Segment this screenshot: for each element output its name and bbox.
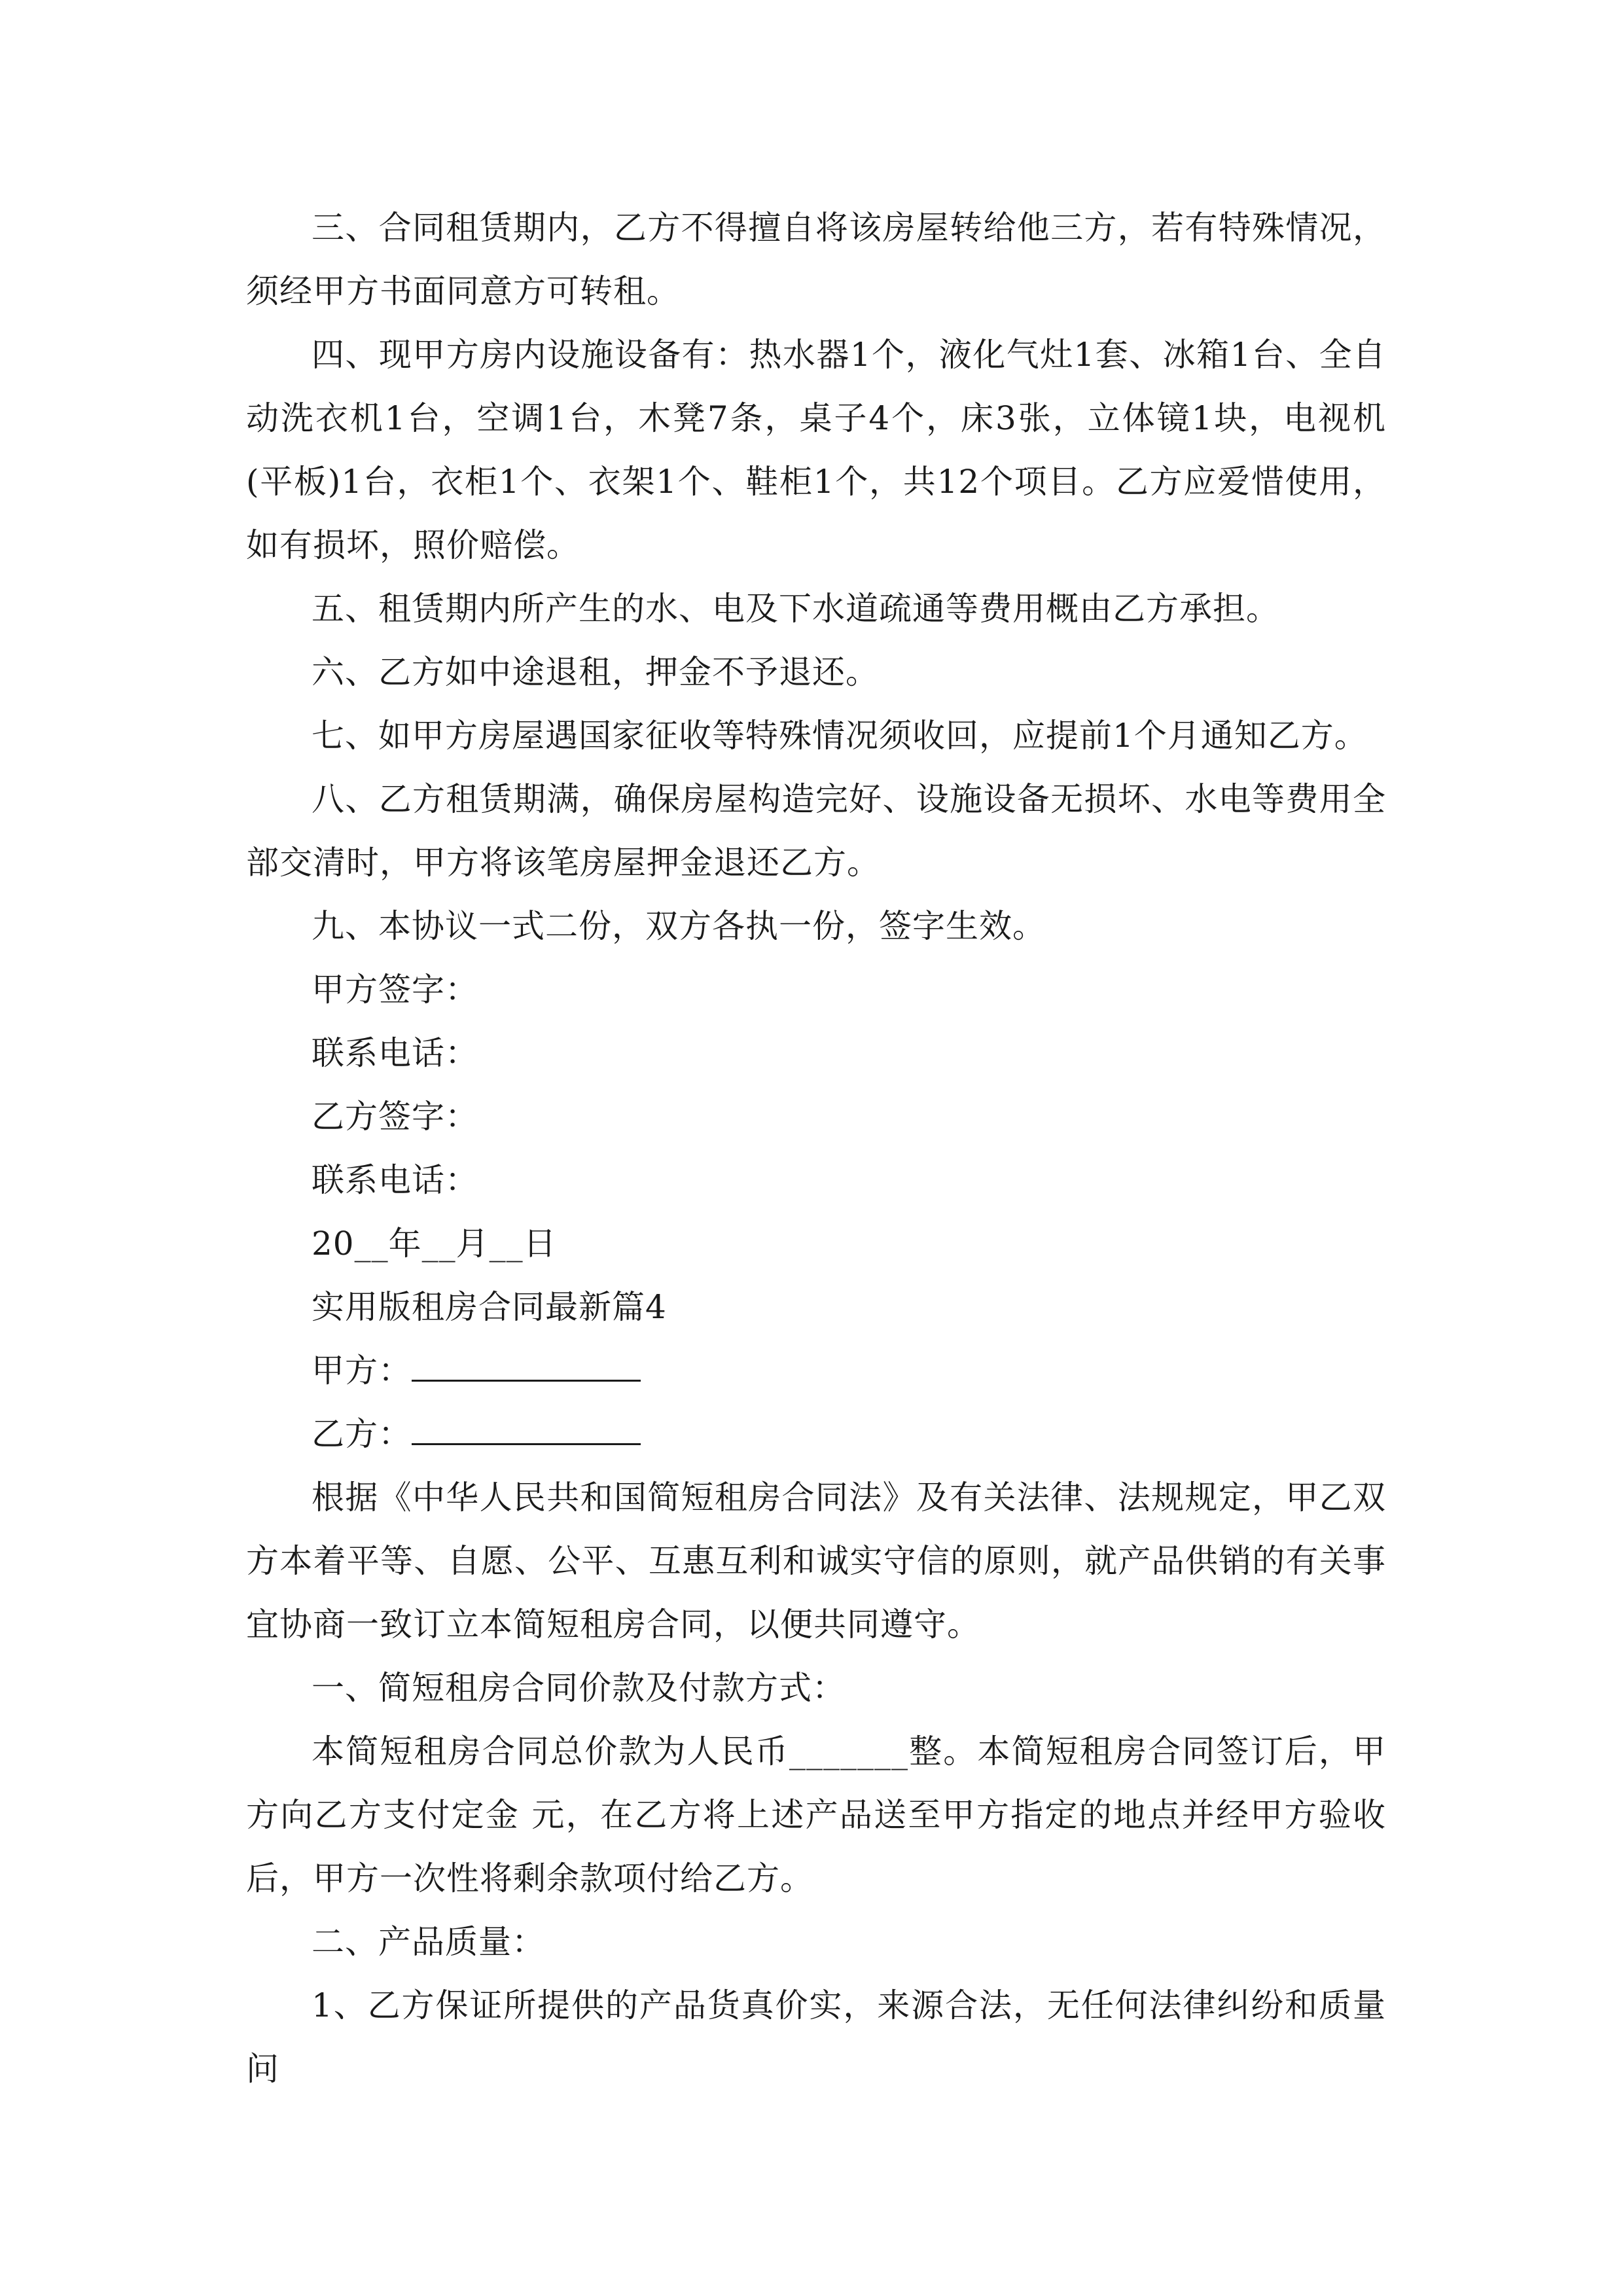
document-body [246, 196, 1386, 2101]
clause-7: 七、如甲方房屋遇国家征收等特殊情况须收回，应提前1个月通知乙方。 [312, 717, 1368, 755]
article-1-body: 本简短租房合同总价款为人民币_______整。本简短租房合同签订后，甲方向乙方支付定金 元，在乙方将上述产品送至甲方指定的地点并经甲方验收后，甲方一次性将剩余款项付给乙方。 [246, 1732, 1386, 1897]
clause-9: 九、本协议一式二份，双方各执一份，签字生效。 [312, 907, 1046, 945]
party-b-blank [412, 1404, 641, 1445]
party-b-line [246, 1403, 1386, 1466]
clause-6: 六、乙方如中途退租，押金不予退还。 [312, 653, 879, 691]
clause-5: 五、租赁期内所产生的水、电及下水道疏通等费用概由乙方承担。 [312, 590, 1279, 628]
party-b-label: 乙方： [312, 1415, 412, 1453]
party-a-signature-label: 甲方签字： [312, 971, 478, 1009]
article-2-heading: 二、产品质量： [312, 1923, 545, 1961]
party-b-phone-label: 联系电话： [312, 1161, 478, 1199]
section-title: 实用版租房合同最新篇4 [312, 1288, 667, 1326]
article-2-item-1: 1、乙方保证所提供的产品货真价实，来源合法，无任何法律纠纷和质量问 [246, 1986, 1386, 2088]
party-b-signature-label: 乙方签字： [312, 1098, 478, 1136]
clause-4: 四、现甲方房内设施设备有：热水器1个，液化气灶1套、冰箱1台、全自动洗衣机1台，空调1台，木凳7条，桌子4个，床3张，立体镜1块，电视机(平板)1台，衣柜1个、衣架1个、鞋柜1个，共12个项目。乙方应爱惜使用，如有损坏，照价赔偿。 [246, 336, 1386, 564]
party-a-phone-label: 联系电话： [312, 1034, 478, 1072]
party-a-label: 甲方： [312, 1352, 412, 1390]
clause-3: 三、合同租赁期内，乙方不得擅自将该房屋转给他三方，若有特殊情况，须经甲方书面同意方可转租。 [246, 209, 1386, 310]
party-a-blank [412, 1340, 641, 1382]
date-line: 20__年__月__日 [312, 1225, 557, 1263]
preamble: 根据《中华人民共和国简短租房合同法》及有关法律、法规规定，甲乙双方本着平等、自愿、公平、互惠互利和诚实守信的原则，就产品供销的有关事宜协商一致订立本简短租房合同，以便共同遵守。 [246, 1479, 1386, 1643]
clause-8: 八、乙方租赁期满，确保房屋构造完好、设施设备无损坏、水电等费用全部交清时，甲方将该笔房屋押金退还乙方。 [246, 780, 1386, 882]
article-1-heading: 一、简短租房合同价款及付款方式： [312, 1669, 846, 1707]
party-a-line [246, 1339, 1386, 1403]
